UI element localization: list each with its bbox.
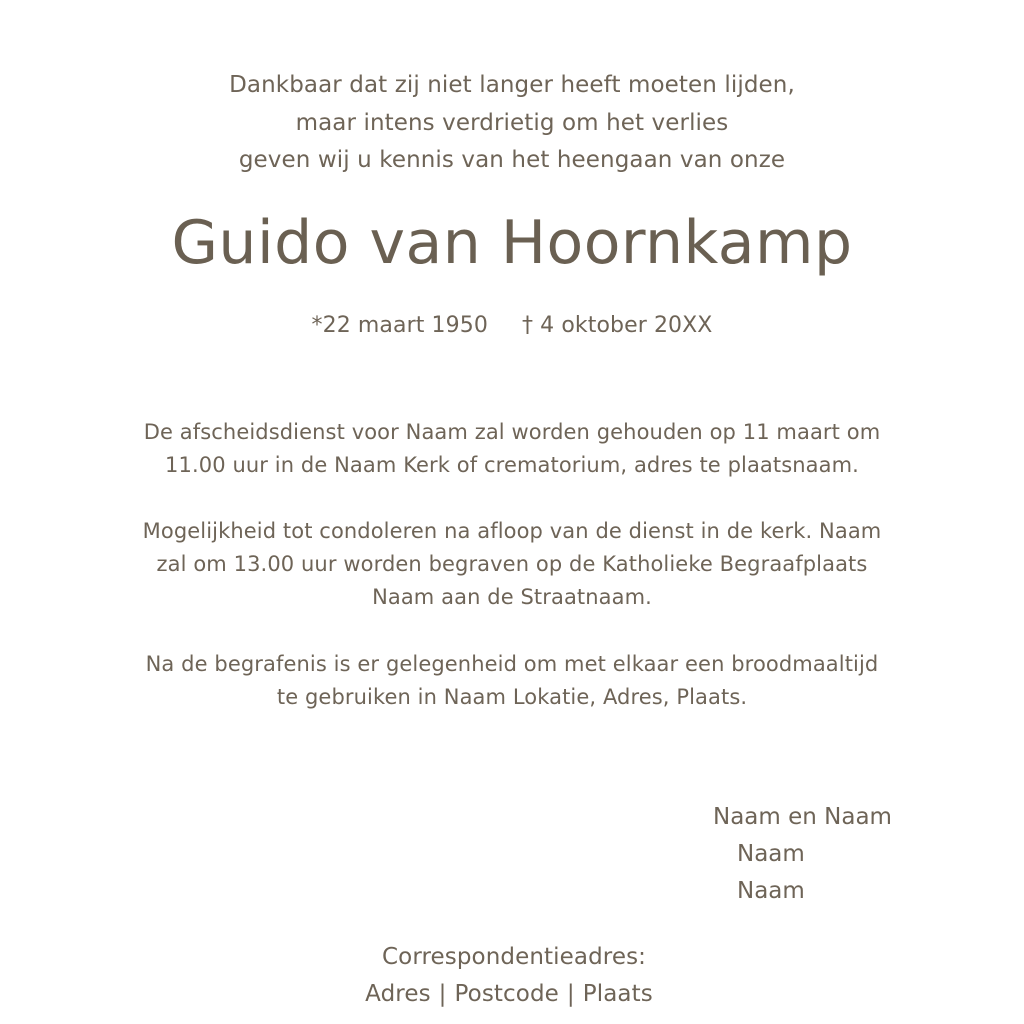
signatory-3: Naam <box>737 878 805 904</box>
signatory-2: Naam <box>737 841 805 867</box>
separator-2: | <box>566 981 575 1007</box>
condolence-line-2: zal om 13.00 uur worden begraven op de Katholieke Begraafplaats <box>156 552 868 576</box>
signatory-1: Naam en Naam <box>713 804 892 830</box>
condolence-line-1: Mogelijkheid tot condoleren na afloop van de dienst in de kerk. Naam <box>142 519 882 543</box>
correspondence-address <box>0 976 1021 1013</box>
service-line-1: De afscheidsdienst voor Naam zal worden gehouden op 11 maart om <box>143 420 881 444</box>
death-date: † 4 oktober 20XX <box>521 313 713 338</box>
intro-line-1: Dankbaar dat zij niet langer heeft moeten lijden, <box>229 72 795 98</box>
condolence-line-3: Naam aan de Straatnaam. <box>372 585 652 609</box>
separator-1: | <box>438 981 447 1007</box>
deceased-name: Guido van Hoornkamp <box>171 208 853 278</box>
birth-date: *22 maart 1950 <box>311 313 488 338</box>
postcode-text: Postcode <box>454 981 559 1007</box>
intro-line-3: geven wij u kennis van het heengaan van onze <box>238 147 786 173</box>
reception-line-1: Na de begrafenis is er gelegenheid om met elkaar een broodmaaltijd <box>145 652 879 676</box>
reception-line-2: te gebruiken in Naam Lokatie, Adres, Plaats. <box>276 685 748 709</box>
address-text: Adres <box>365 981 431 1007</box>
life-dates <box>0 311 1024 341</box>
city-text: Plaats <box>582 981 653 1007</box>
service-line-2: 11.00 uur in de Naam Kerk of crematorium, adres te plaatsnaam. <box>165 453 859 477</box>
correspondence-label: Correspondentieadres: <box>381 944 647 970</box>
intro-line-2: maar intens verdrietig om het verlies <box>295 110 729 136</box>
